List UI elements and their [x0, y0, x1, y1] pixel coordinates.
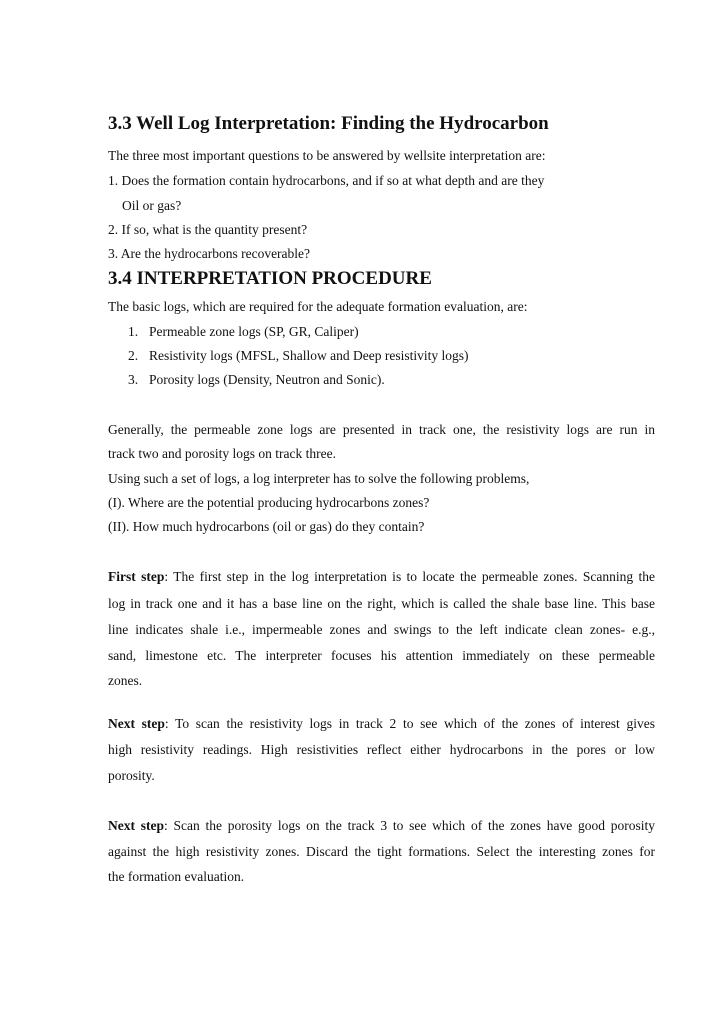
step3-line-3: the formation evaluation.: [108, 869, 245, 884]
step2-line-1: [108, 716, 655, 732]
step3-line-1: [108, 818, 655, 834]
section-3-4-heading: 3.4 INTERPRETATION PROCEDURE: [108, 268, 432, 289]
question-1-line-2: Oil or gas?: [122, 198, 182, 213]
step1-line-1: [108, 569, 655, 585]
step3-text: : Scan the porosity logs on the track 3 to see which of the zones have good porosity: [164, 818, 655, 833]
step1-line-5: zones.: [108, 673, 143, 688]
sec33-intro: The three most important questions to be answered by wellsite interpretation are:: [108, 148, 546, 163]
step1-text: : The first step in the log interpretation is to locate the permeable zones. Scanning the: [164, 569, 655, 584]
question-2: 2. If so, what is the quantity present?: [108, 222, 308, 237]
list-item: [128, 324, 359, 340]
question-1-line-1: 1. Does the formation contain hydrocarbons, and if so at what depth and are they: [108, 173, 545, 188]
list-number: 3.: [128, 372, 139, 387]
list-item: [128, 348, 469, 364]
step3-line-2: against the high resistivity zones. Discard the tight formations. Select the interesting zones for: [108, 844, 655, 859]
sec34-intro: The basic logs, which are required for the adequate formation evaluation, are:: [108, 299, 528, 314]
step2-line-3: porosity.: [108, 768, 155, 783]
step2-line-2: high resistivity readings. High resistivities reflect either hydrocarbons in the pores or low: [108, 742, 655, 757]
step3-label: Next step: [108, 818, 165, 833]
problem-2: (II). How much hydrocarbons (oil or gas) do they contain?: [108, 519, 425, 534]
step2-label: Next step: [108, 716, 165, 731]
list-number: 2.: [128, 348, 139, 363]
list-text: Permeable zone logs (SP, GR, Caliper): [149, 324, 359, 339]
list-number: 1.: [128, 324, 139, 339]
list-item: [128, 372, 385, 388]
step2-text: : To scan the resistivity logs in track 2 to see which of the zones of interest gives: [164, 716, 655, 731]
list-text: Resistivity logs (MFSL, Shallow and Deep resistivity logs): [149, 348, 469, 363]
problem-1: (I). Where are the potential producing hydrocarbons zones?: [108, 495, 430, 510]
para1-line-1: Generally, the permeable zone logs are presented in track one, the resistivity logs are run in: [108, 422, 655, 437]
step1-line-2: log in track one and it has a base line on the right, which is called the shale base line. This base: [108, 596, 655, 611]
question-3: 3. Are the hydrocarbons recoverable?: [108, 246, 311, 261]
para1-line-2: track two and porosity logs on track three.: [108, 446, 336, 461]
list-text: Porosity logs (Density, Neutron and Sonic).: [149, 372, 385, 387]
step1-label: First step: [108, 569, 165, 584]
section-3-3-heading: 3.3 Well Log Interpretation: Finding the Hydrocarbon: [108, 113, 549, 134]
step1-line-3: line indicates shale i.e., impermeable zones and swings to the left indicate clean zones- e.g.,: [108, 622, 655, 637]
step1-line-4: sand, limestone etc. The interpreter focuses his attention immediately on these permeable: [108, 648, 655, 663]
para1-line-3: Using such a set of logs, a log interpreter has to solve the following problems,: [108, 471, 530, 486]
